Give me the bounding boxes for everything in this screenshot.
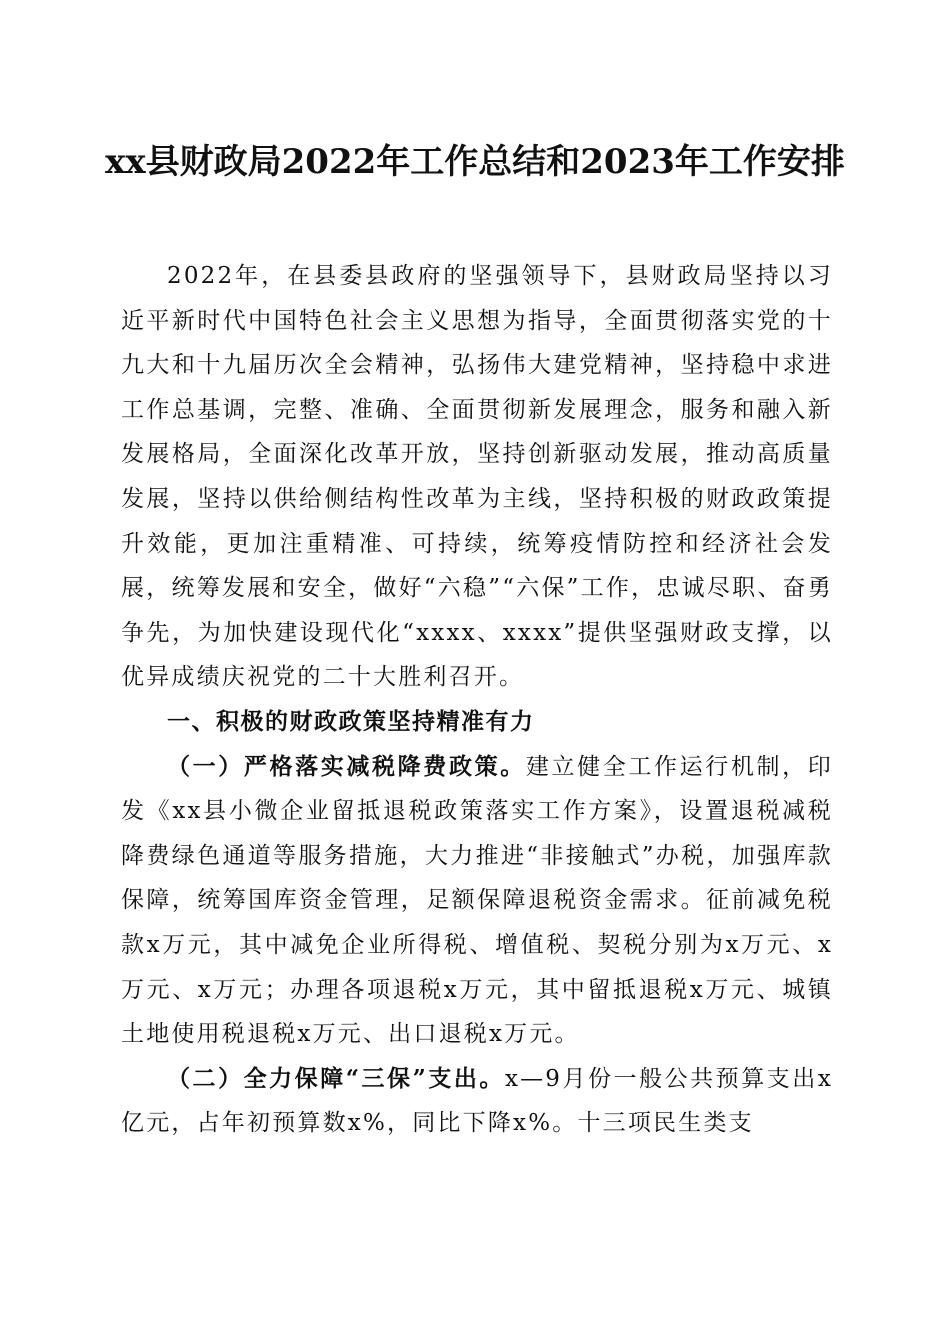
section-heading-1: 一、积极的财政政策坚持精准有力 (167, 708, 535, 735)
item-paragraph-2 (121, 1057, 833, 1146)
item-1-lead: （一）严格落实减税降费政策。 (167, 752, 526, 780)
document-title: xx县财政局2022年工作总结和2023年工作安排 (105, 142, 845, 182)
item-2-text: x—9月份一般公共预算支出x亿元，占年初预算数x%，同比下降x%。十三项民生类支 (121, 1065, 833, 1137)
item-1-text: 建立健全工作运行机制，印发《xx县小微企业留抵退税政策落实工作方案》，设置退税减税降费绿色通道等服务措施，大力推进“非接触式”办税，加强库款保障，统筹国库资金管理，足额保障退税资金需求。征前减免税款x万元，其中减免企业所得税、增值税、契税分别为x万元、x万元、x万元；办理各项退税x万元，其中留抵退税x万元、城镇土地使用税退税x万元、出口退税x万元。 (121, 753, 833, 1048)
document-body (121, 254, 833, 1146)
item-paragraph-1 (121, 745, 833, 1057)
item-2-lead: （二）全力保障“三保”支出。 (167, 1064, 505, 1092)
intro-paragraph: 2022年，在县委县政府的坚强领导下，县财政局坚持以习近平新时代中国特色社会主义思想为指导，全面贯彻落实党的十九大和十九届历次全会精神，弘扬伟大建党精神，坚持稳中求进工作总基调，完整、准确、全面贯彻新发展理念，服务和融入新发展格局，全面深化改革开放，坚持创新驱动发展，推动高质量发展，坚持以供给侧结构性改革为主线，坚持积极的财政政策提升效能，更加注重精准、可持续，统筹疫情防控和经济社会发展，统筹发展和安全，做好“六稳”“六保”工作，忠诚尽职、奋勇争先，为加快建设现代化“xxxx、xxxx”提供坚强财政支撑，以优异成绩庆祝党的二十大胜利召开。 (121, 263, 833, 691)
